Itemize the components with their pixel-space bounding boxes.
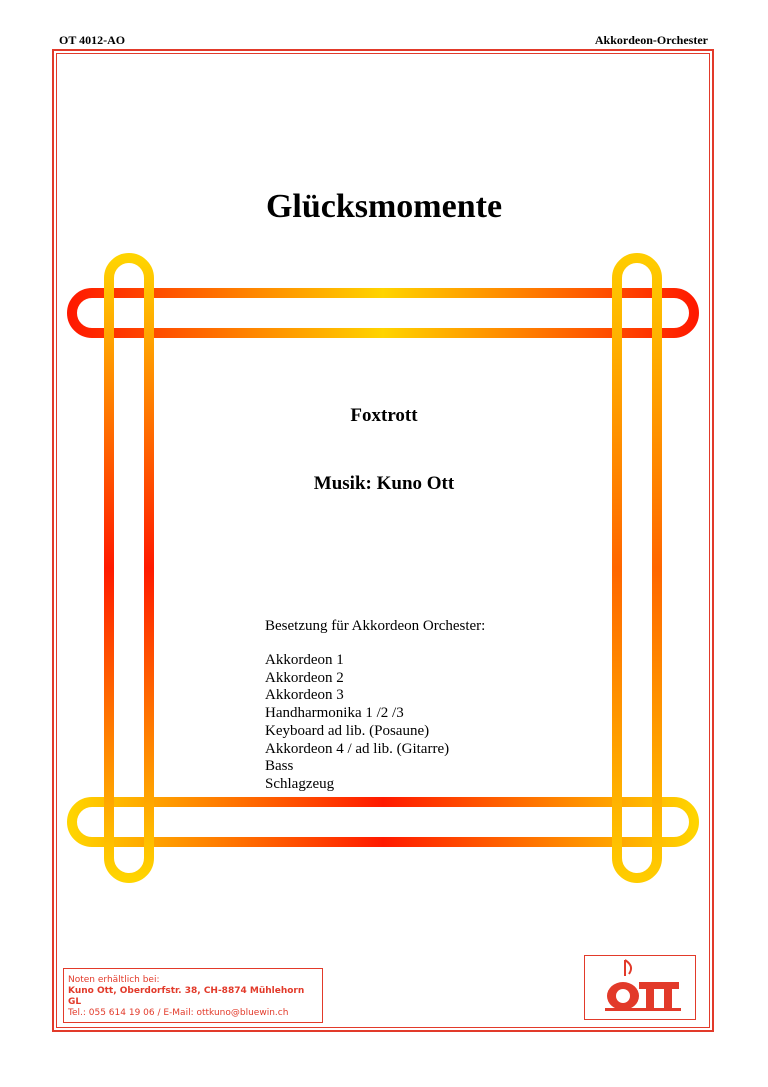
composer-credit: Musik: Kuno Ott (313, 473, 455, 494)
left-vertical-band (109, 258, 149, 878)
instrumentation-list (265, 652, 449, 794)
instrument-item: Bass (265, 758, 294, 775)
instrument-item: Akkordeon 4 / ad lib. (Gitarre) (265, 740, 450, 757)
instrumentation-heading: Besetzung für Akkordeon Orchester: (265, 618, 486, 634)
contact-box (63, 968, 323, 1023)
catalog-number: OT 4012-AO (59, 33, 126, 47)
contact-address: Kuno Ott, Oberdorfstr. 38, CH-8874 Mühlehorn GL (68, 986, 305, 1007)
instrument-item: Schlagzeug (265, 775, 335, 792)
piece-title: Glücksmomente (265, 188, 503, 225)
top-horizontal-band (72, 293, 694, 333)
instrument-item: Akkordeon 1 (265, 652, 344, 668)
instrument-item: Handharmonika 1 /2 /3 (265, 705, 404, 722)
contact-intro: Noten erhältlich bei: (68, 975, 160, 985)
instrument-item: Akkordeon 2 (265, 669, 344, 686)
contact-phone-email: Tel.: 055 614 19 06 / E-Mail: ottkuno@bluewin.ch (68, 1008, 289, 1018)
instrument-item: Keyboard ad lib. (Posaune) (265, 722, 430, 739)
instrument-item: Akkordeon 3 (265, 687, 344, 704)
right-vertical-band (617, 258, 657, 878)
category-label: Akkordeon-Orchester (594, 33, 708, 47)
piece-genre: Foxtrott (350, 405, 418, 426)
publisher-logo (584, 955, 696, 1020)
ott-logo-mark (585, 956, 695, 1019)
bottom-horizontal-band (72, 802, 694, 842)
